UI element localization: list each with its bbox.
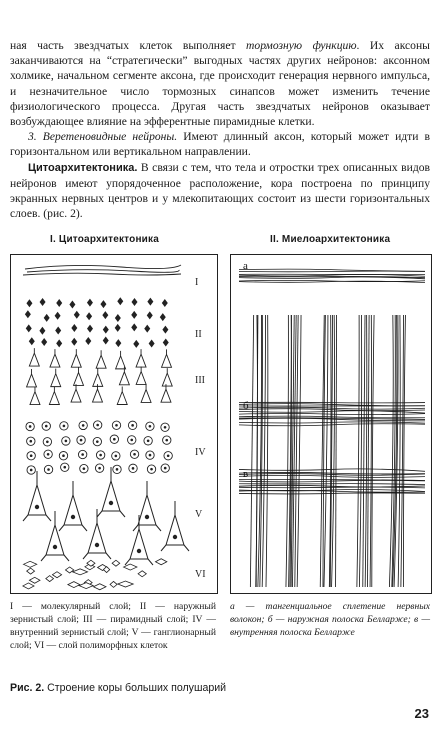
cell-nucleus xyxy=(173,535,177,539)
cell-nucleus xyxy=(149,454,152,457)
pyramidal-cell xyxy=(162,349,172,367)
radial-fiber xyxy=(363,315,365,587)
neuron-cells xyxy=(23,297,189,589)
granule-cell xyxy=(26,299,32,307)
polymorphic-cell xyxy=(112,560,120,566)
left-legend: I — молекулярный слой; II — наружный зернистый слой; III — пирамидный слой; IV — внутренний зернистый слой; V — ганглионарный слой; VI — слой полиморфных клеток xyxy=(10,601,216,651)
cell-nucleus xyxy=(71,515,75,519)
layer-label-3: III xyxy=(195,375,205,386)
cell-nucleus xyxy=(83,467,86,470)
cell-nucleus xyxy=(30,469,33,472)
cell-nucleus xyxy=(109,501,113,505)
caption-text: Строение коры больших полушарий xyxy=(44,682,227,694)
cell-nucleus xyxy=(29,425,32,428)
radial-fiber xyxy=(357,315,359,587)
giant-pyramidal-cell xyxy=(41,511,69,561)
cell-nucleus xyxy=(82,424,85,427)
granule-cell xyxy=(44,314,50,322)
myelinated-fibers xyxy=(239,269,425,587)
pyramidal-cell xyxy=(71,349,81,367)
pyramidal-cell xyxy=(162,368,172,386)
cell-nucleus xyxy=(145,515,149,519)
emphasis-inhibitory-function: тормозную функцию xyxy=(246,39,357,52)
granule-cell xyxy=(144,325,150,333)
tangential-fiber xyxy=(239,274,425,276)
granule-cell xyxy=(131,311,137,319)
cell-nucleus xyxy=(98,467,101,470)
layer-label-4: IV xyxy=(195,447,206,458)
cell-nucleus xyxy=(115,455,118,458)
cell-nucleus xyxy=(47,453,50,456)
caption-label: Рис. 2. xyxy=(10,682,45,694)
cell-nucleus xyxy=(63,425,66,428)
cell-nucleus xyxy=(150,468,153,471)
cell-nucleus xyxy=(65,440,68,443)
cell-nucleus xyxy=(63,466,66,469)
granule-cell xyxy=(41,338,47,346)
granule-cell xyxy=(103,326,109,334)
granule-cell xyxy=(147,311,153,319)
radial-fiber xyxy=(368,315,370,587)
granule-cell xyxy=(87,299,93,307)
granule-cell xyxy=(149,339,155,347)
granule-cell xyxy=(39,327,45,335)
cell-nucleus xyxy=(99,454,102,457)
radial-fiber xyxy=(359,315,361,587)
granule-cell xyxy=(103,337,109,345)
cell-nucleus xyxy=(147,440,150,443)
right-figure-title: II. Миелоархитектоника xyxy=(270,234,391,245)
cell-nucleus xyxy=(137,549,141,553)
granule-cell xyxy=(100,300,106,308)
right-legend: а — тангенциальное сплетение нервных волокон; б — наружная полоска Белларже; в — внутренняя полоска Белларже xyxy=(230,601,430,638)
radial-fiber xyxy=(370,315,371,587)
granule-cell xyxy=(163,339,169,347)
giant-pyramidal-cell xyxy=(83,509,111,559)
radial-fiber xyxy=(336,315,337,587)
granule-cell xyxy=(102,311,108,319)
cell-nucleus xyxy=(164,467,167,470)
granule-cell xyxy=(29,337,35,345)
pyramidal-cell xyxy=(136,366,146,384)
layer-label-2: II xyxy=(195,329,202,340)
band-labels xyxy=(243,260,249,480)
polymorphic-cell xyxy=(155,559,166,565)
band-label-1: а xyxy=(243,260,248,272)
cell-nucleus xyxy=(165,439,168,442)
cell-nucleus xyxy=(130,439,133,442)
polymorphic-cell xyxy=(23,561,36,567)
granule-cell xyxy=(115,314,121,322)
cell-nucleus xyxy=(95,543,99,547)
cytoarchitectonics-panel xyxy=(10,254,218,594)
polymorphic-cell xyxy=(138,571,146,577)
myeloarchitectonics-drawing xyxy=(231,255,431,593)
pyramidal-cell xyxy=(29,348,39,366)
molecular-layer-fibers xyxy=(23,265,181,275)
granule-cell xyxy=(55,312,61,320)
granule-cell xyxy=(133,340,139,348)
figure-2 xyxy=(10,234,434,694)
granule-cell xyxy=(25,310,31,318)
pyramidal-cell xyxy=(27,369,37,387)
granule-cell xyxy=(26,324,32,332)
granule-cell xyxy=(162,326,168,334)
granule-cell xyxy=(117,297,123,305)
pyramidal-cell xyxy=(161,384,171,402)
pyramidal-cell xyxy=(51,369,61,387)
cell-nucleus xyxy=(131,424,134,427)
cell-nucleus xyxy=(62,454,65,457)
heading-cytoarchitectonics: Цитоархитектоника. xyxy=(28,161,138,174)
giant-pyramidal-cell xyxy=(59,481,87,531)
granule-cell xyxy=(131,298,137,306)
granule-cell xyxy=(87,325,93,333)
radial-fiber xyxy=(403,315,405,587)
pyramidal-cell xyxy=(141,384,151,402)
giant-pyramidal-cell xyxy=(133,481,161,531)
pyramidal-cell xyxy=(96,350,106,368)
granule-cell xyxy=(160,313,166,321)
cell-nucleus xyxy=(167,454,170,457)
cell-nucleus xyxy=(47,468,50,471)
cell-nucleus xyxy=(149,425,152,428)
granule-cell xyxy=(86,312,92,320)
pyramidal-cell xyxy=(71,384,81,402)
cell-nucleus xyxy=(81,453,84,456)
pyramidal-cell xyxy=(50,349,60,367)
granule-cell xyxy=(115,324,121,332)
pyramidal-cell xyxy=(93,368,103,386)
granule-cell xyxy=(71,338,77,346)
radial-fiber xyxy=(250,315,253,587)
pyramidal-cell xyxy=(30,387,40,405)
paragraph-2: 3. Веретеновидные нейроны. Имеют длинный аксон, который может идти в горизонтальном или вертикальном направлении. xyxy=(10,130,430,159)
polymorphic-cell xyxy=(52,572,61,578)
cell-nucleus xyxy=(113,438,116,441)
polymorphic-cell xyxy=(73,569,88,575)
giant-pyramidal-cell xyxy=(161,501,189,551)
pyramidal-cell xyxy=(117,386,127,404)
granule-cell xyxy=(74,311,80,319)
granule-cell xyxy=(115,339,121,347)
paragraph-1: ная часть звездчатых клеток выполняет тормозную функцию. Их аксоны заканчиваются на “стратегически” выгодных частях других нейронов: аксонном холмике, начальном сегменте аксона, где происходит генерация нервного импульса, и незначительное число тормозных синапсов может изменить течение физиологического процесса. Другая часть звездчатых нейронов оказывает возбуждающее влияние на эфферентные пирамидные клетки. xyxy=(10,39,430,129)
granule-cell xyxy=(56,299,62,307)
polymorphic-cell xyxy=(46,576,54,582)
granule-cell xyxy=(147,298,153,306)
granule-cell xyxy=(71,324,77,332)
polymorphic-cell xyxy=(29,577,40,583)
band-label-2: б xyxy=(243,400,249,412)
cell-nucleus xyxy=(116,468,119,471)
heading-fusiform-neurons: 3. Веретеновидные нейроны. xyxy=(28,130,178,144)
layer-label-1: I xyxy=(195,277,199,288)
cell-nucleus xyxy=(45,425,48,428)
layer-label-5: V xyxy=(195,509,203,520)
paragraph-3: Цитоархитектоника. В связи с тем, что тела и отростки трех описанных видов нейронов имеют упорядоченное расположение, кора построена по принципу экранных нервных центров и у млекопитающих состоит из шести горизонтальных слоев. (рис. 2). xyxy=(10,160,430,221)
cell-nucleus xyxy=(53,545,57,549)
band-label-3: в xyxy=(243,468,249,480)
tangential-fiber xyxy=(239,281,425,282)
cell-nucleus xyxy=(80,439,83,442)
pyramidal-cell xyxy=(119,367,129,385)
cell-nucleus xyxy=(96,424,99,427)
granule-cell xyxy=(162,299,168,307)
radial-fiber xyxy=(286,315,288,587)
cell-nucleus xyxy=(35,505,39,509)
figure-caption xyxy=(10,682,226,694)
cell-nucleus xyxy=(164,426,167,429)
cell-nucleus xyxy=(96,440,99,443)
radial-fiber xyxy=(372,315,374,587)
polymorphic-cell xyxy=(68,582,80,588)
body-text xyxy=(10,38,430,221)
pyramidal-cell xyxy=(136,349,146,367)
cell-nucleus xyxy=(133,453,136,456)
layer-labels xyxy=(195,277,206,580)
pyramidal-cell xyxy=(74,367,84,385)
radial-fiber xyxy=(266,315,268,587)
tangential-fiber xyxy=(239,271,425,272)
myeloarchitectonics-panel xyxy=(230,254,432,594)
granule-cell xyxy=(40,298,46,306)
polymorphic-cell xyxy=(93,584,106,590)
radial-fiber xyxy=(365,315,367,587)
granule-cell xyxy=(131,323,137,331)
pyramidal-cell xyxy=(116,351,126,369)
cell-nucleus xyxy=(30,454,33,457)
cell-nucleus xyxy=(46,440,49,443)
granule-cell xyxy=(85,337,91,345)
granule-cell xyxy=(56,339,62,347)
polymorphic-cell xyxy=(23,583,34,589)
left-figure-title: I. Цитоархитектоника xyxy=(50,234,159,245)
pyramidal-cell xyxy=(49,386,59,404)
cell-nucleus xyxy=(132,467,135,470)
granule-cell xyxy=(69,301,75,309)
giant-pyramidal-cell xyxy=(23,471,51,521)
cytoarchitectonics-drawing xyxy=(11,255,217,593)
polymorphic-cell xyxy=(118,581,133,587)
cell-nucleus xyxy=(30,440,33,443)
polymorphic-cell xyxy=(110,581,117,587)
polymorphic-cell xyxy=(27,568,35,574)
page-number: 23 xyxy=(414,706,429,721)
tangential-fiber xyxy=(239,277,425,279)
layer-label-6: VI xyxy=(195,569,206,580)
giant-pyramidal-cell xyxy=(97,467,125,517)
granule-cell xyxy=(55,327,61,335)
cell-nucleus xyxy=(115,424,118,427)
